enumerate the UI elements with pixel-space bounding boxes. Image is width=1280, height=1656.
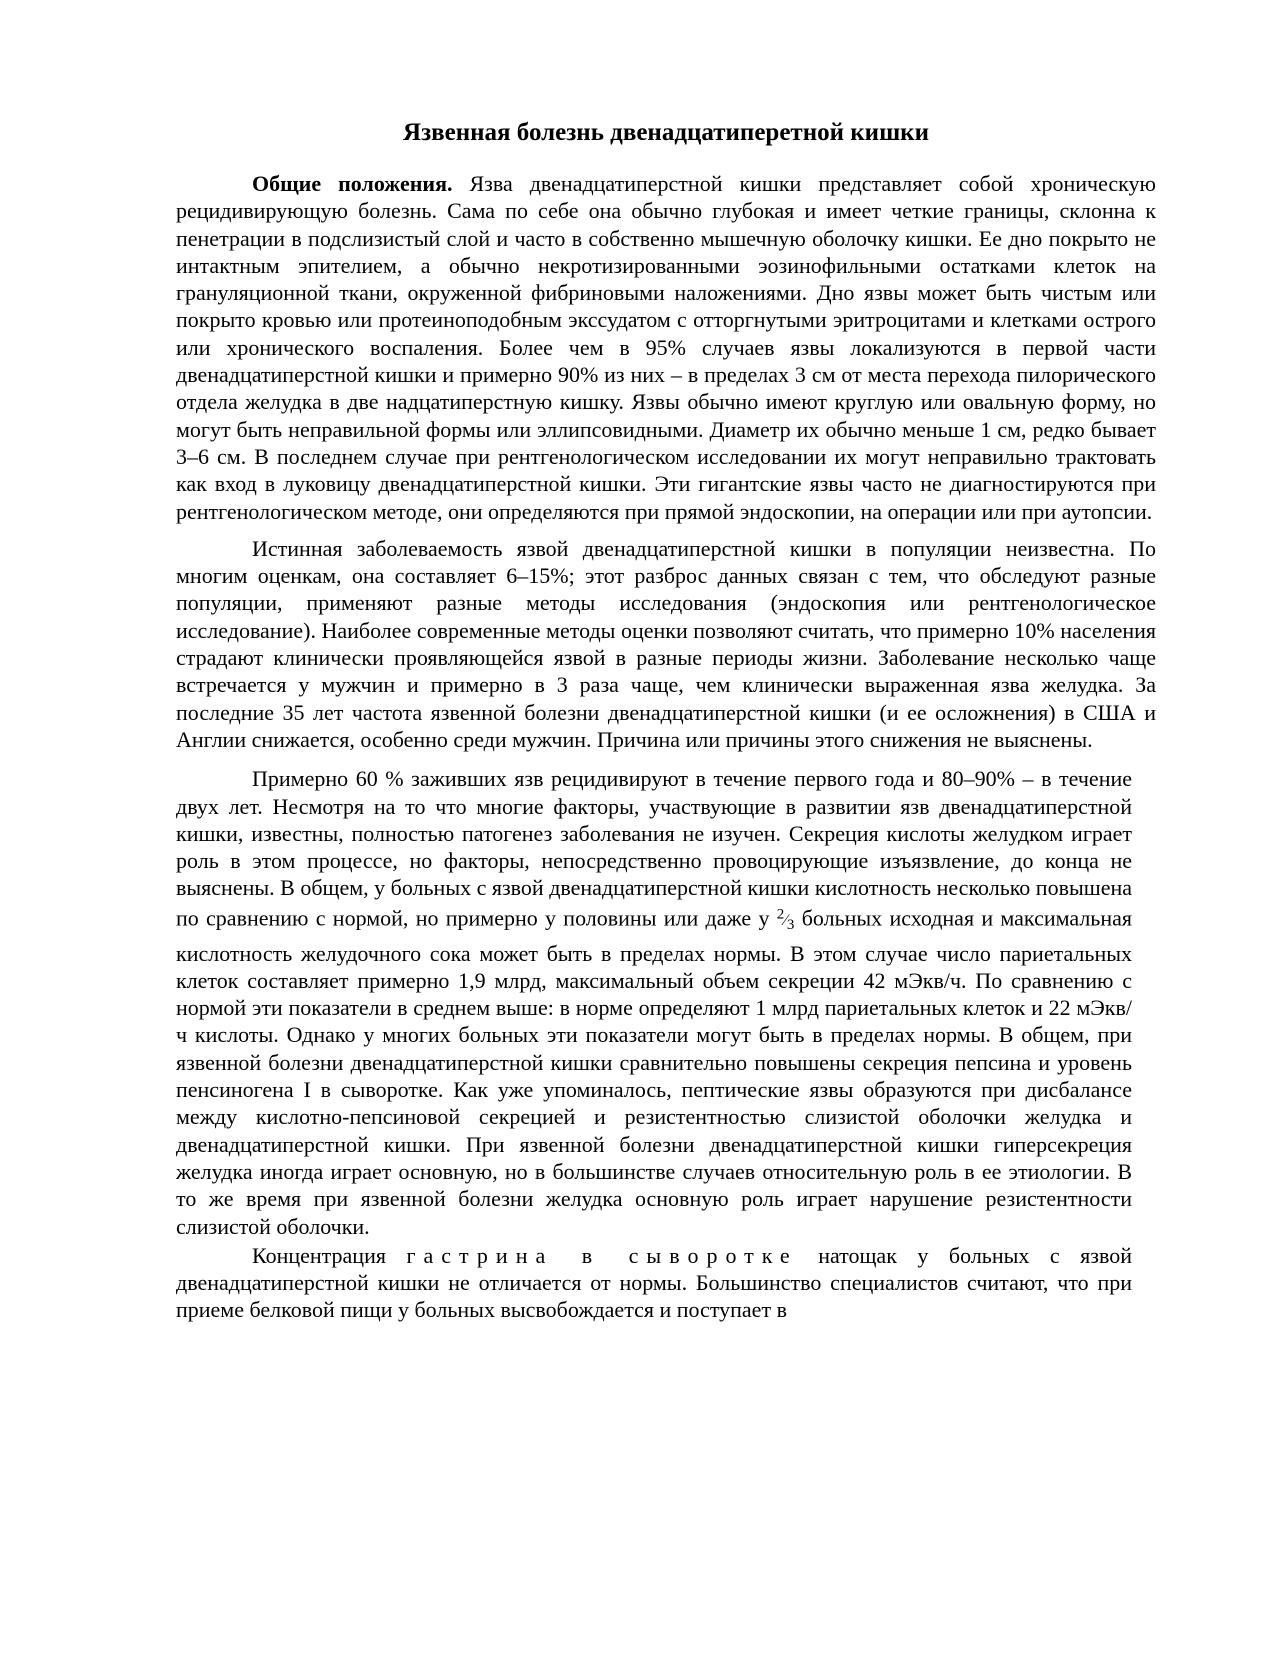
paragraph-text: Язва двенадцатиперстной кишки представляет собой хроническую рецидивирующую болезнь. Сама по себе она обычно глубокая и имеет четкие границы, склонна к пенетрации в подслизистый слой и часто в собственно мышечную оболочку кишки. Ее дно покрыто не интактным эпителием, а обычно некротизированными эозинофильными остатками клеток на грануляционной ткани, окруженной фибриновыми наложениями. Дно язвы может быть чистым или покрыто кровью или протеиноподобным экссудатом с отторгнутыми эритроцитами и клетками острого или хронического воспаления. Более чем в 95% случаев язвы локализуются в первой части двенадцатиперстной кишки и примерно 90% из них – в пределах 3 см от места перехода пилорического отдела желудка в две надцатиперстную кишку. Язвы обычно имеют круглую или овальную форму, но могут быть неправильной формы или эллипсовидными. Диаметр их обычно меньше 1 см, редко бывает 3–6 см. В последнем случае при рентгенологическом исследовании их могут неправильно трактовать как вход в луковицу двенадцатиперстной кишки. Эти гигантские язвы часто не диагностируются при рентгенологическом методе, они определяются при прямой эндоскопии, на операции или при аутопсии. — [176, 171, 1156, 524]
paragraph-text: больных исходная и максимальная кислотность желудочного сока может быть в пределах нормы. В этом случае число париетальных клеток составляет примерно 1,9 млрд, максимальный объем секреции 42 мЭкв/ч. По сравнению с нормой эти показатели в среднем выше: в норме определяют 1 млрд париетальных клеток и 22 мЭкв/ч кислоты. Однако у многих больных эти показатели могут быть в пределах нормы. В общем, при язвенной болезни двенадцатиперстной кишки сравнительно повышены секреция пепсина и уровень пенсиногена I в сыворотке. Как уже упоминалось, пептические язвы образуются при дисбалансе между кислотно-пепсиновой секрецией и резистентностью слизистой оболочки желудка и двенадцатиперстной кишки. При язвенной болезни двенадцатиперстной кишки гиперсекреция желудка иногда играет основную, но в большинстве случаев относительную роль в ее этиологии. В то же время при язвенной болезни желудка основную роль играет нарушение резистентности слизистой оболочки. — [176, 905, 1133, 1239]
paragraph-gastrin — [176, 1242, 1132, 1324]
paragraph-incidence: Истинная заболеваемость язвой двенадцатиперстной кишки в популяции неизвестна. По многим оценкам, она составляет 6–15%; этот разброс данных связан с тем, что обследуют разные популяции, применяют разные методы исследования (эндоскопия или рентгенологическое исследование). Наиболее современные методы оценки позволяют считать, что примерно 10% населения страдают клинически проявляющейся язвой в разные периоды жизни. Заболевание несколько чаще встречается у мужчин и примерно в 3 раза чаще, чем клинически выраженная язва желудка. За последние 35 лет частота язвенной болезни двенадцатиперстной кишки (и ее осложнения) в США и Англии снижается, особенно среди мужчин. Причина или причины этого снижения не выяснены. — [176, 535, 1156, 752]
document-title: Язвенная болезнь двенадцатиперетной кишки — [403, 119, 929, 146]
fraction-denominator: 3 — [786, 917, 795, 934]
paragraph-text: Примерно 60 % заживших язв рецидивируют в течение первого года и 80–90% – в течение двух лет. Несмотря на то что многие факторы, участвующие в развитии язв двенадцатиперстной кишки, известны, полностью патогенез заболевания не изучен. Секреция кислоты желудком играет роль в этом процессе, но факторы, непосредственно провоцирующие изъязвление, до конца не выяснены. В общем, у больных с язвой двенадцатиперстной кишки кислотность несколько повышена по сравнению с нормой, но примерно у половины или даже у — [176, 766, 1132, 931]
document-page — [176, 118, 1156, 1324]
paragraph-lead: Общие положения. — [252, 171, 453, 196]
paragraph-pathogenesis — [176, 765, 1132, 1240]
paragraph-general — [176, 170, 1156, 525]
paragraph-text: Концентрация — [252, 1242, 407, 1268]
spaced-term: гастрина в сыворотке — [406, 1242, 798, 1268]
fraction-numerator: 2 — [776, 906, 785, 923]
fraction-two-thirds: $^2⁄_3$ — [776, 906, 795, 934]
paragraph-text: натощак у больных с язвой двенадцатиперстной кишки не отличается от нормы. Большинство специалистов считают, что при приеме белковой пищи у больных высвобождается и поступает в — [176, 1242, 1132, 1323]
